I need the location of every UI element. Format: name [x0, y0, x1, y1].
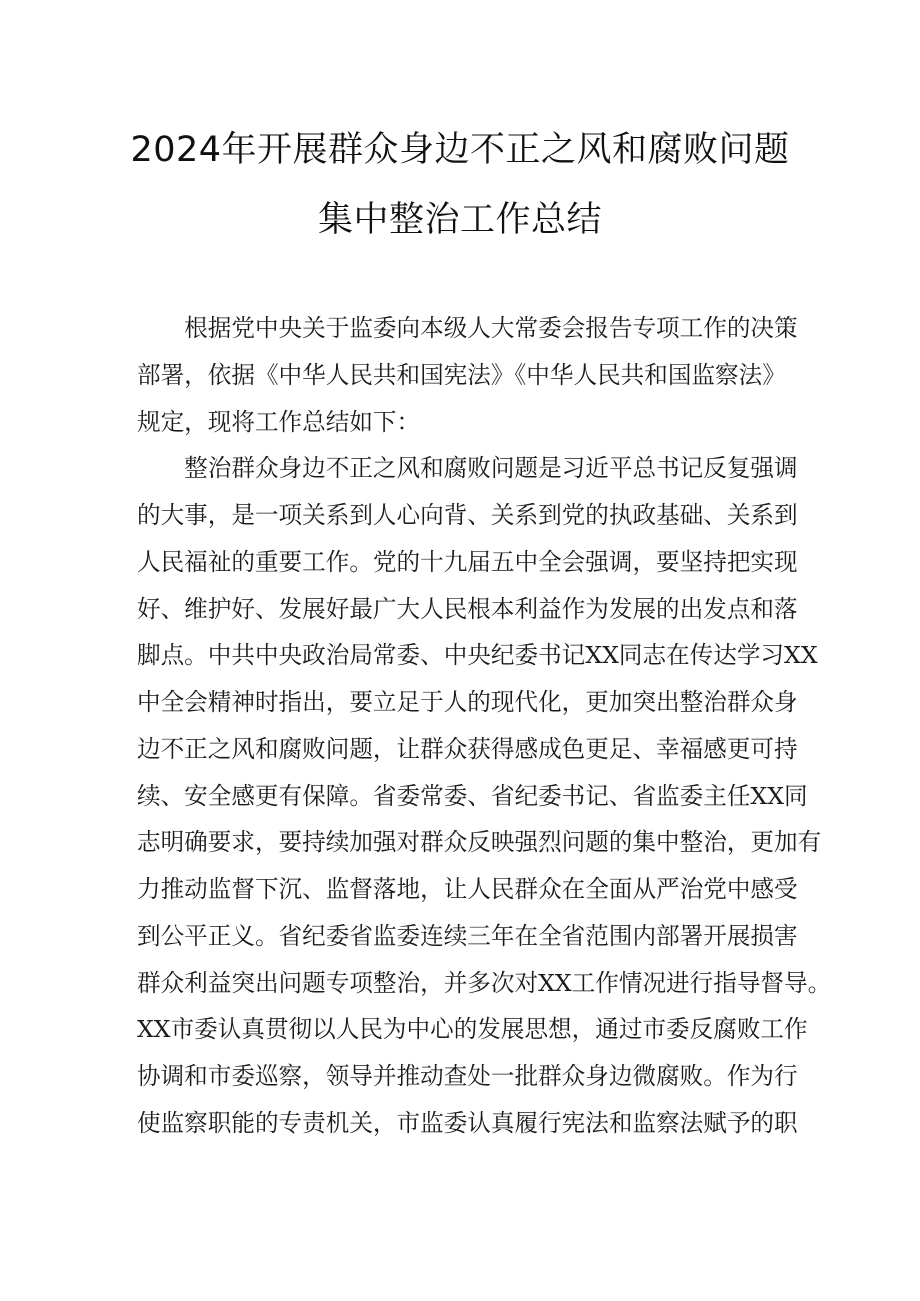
paragraph-line: 部署，依据《中华人民共和国宪法》《中华人民共和国监察法》: [137, 360, 786, 389]
paragraph-line: 到公平正义。省纪委省监委连续三年在全省范围内部署开展损害: [137, 921, 798, 950]
paragraph-line: 好、维护好、发展好最广大人民根本利益作为发展的出发点和落: [137, 594, 798, 623]
paragraph-line: 人民福祉的重要工作。党的十九届五中全会强调，要坚持把实现: [137, 547, 798, 576]
paragraph-line: 中全会精神时指出，要立足于人的现代化，更加突出整治群众身: [137, 688, 798, 716]
paragraph-line: 群众利益突出问题专项整治，并多次对XX工作情况进行指导督导。: [137, 968, 832, 997]
paragraph-line: 志明确要求，要持续加强对群众反映强烈问题的集中整治，更加有: [137, 828, 822, 857]
paragraph-line: 边不正之风和腐败问题，让群众获得感成色更足、幸福感更可持: [137, 734, 798, 763]
document-body: [137, 305, 832, 1147]
paragraph-line: 整治群众身边不正之风和腐败问题是习近平总书记反复强调: [137, 454, 798, 483]
paragraph-line: 的大事，是一项关系到人心向背、关系到党的执政基础、关系到: [137, 501, 798, 529]
paragraph-1: [137, 305, 797, 445]
paragraph-line: XX市委认真贯彻以人民为中心的发展思想，通过市委反腐败工作: [137, 1015, 808, 1044]
paragraph-line: 脚点。中共中央政治局常委、中央纪委书记XX同志在传达学习XX: [137, 641, 818, 670]
paragraph-line: 根据党中央关于监委向本级人大常委会报告专项工作的决策: [137, 314, 798, 342]
paragraph-2: [137, 445, 832, 1146]
document-title-line-2: 集中整治工作总结: [317, 200, 602, 240]
paragraph-line: 力推动监督下沉、监督落地，让人民群众在全面从严治党中感受: [137, 875, 798, 903]
document-title-line-1: 2024年开展群众身边不正之风和腐败问题: [130, 130, 790, 170]
paragraph-line: 规定，现将工作总结如下：: [137, 407, 421, 436]
paragraph-line: 协调和市委巡察，领导并推动查处一批群众身边微腐败。作为行: [137, 1062, 798, 1090]
paragraph-line: 使监察职能的专责机关，市监委认真履行宪法和监察法赋予的职: [137, 1108, 798, 1137]
paragraph-line: 续、安全感更有保障。省委常委、省纪委书记、省监委主任XX同: [137, 781, 808, 810]
